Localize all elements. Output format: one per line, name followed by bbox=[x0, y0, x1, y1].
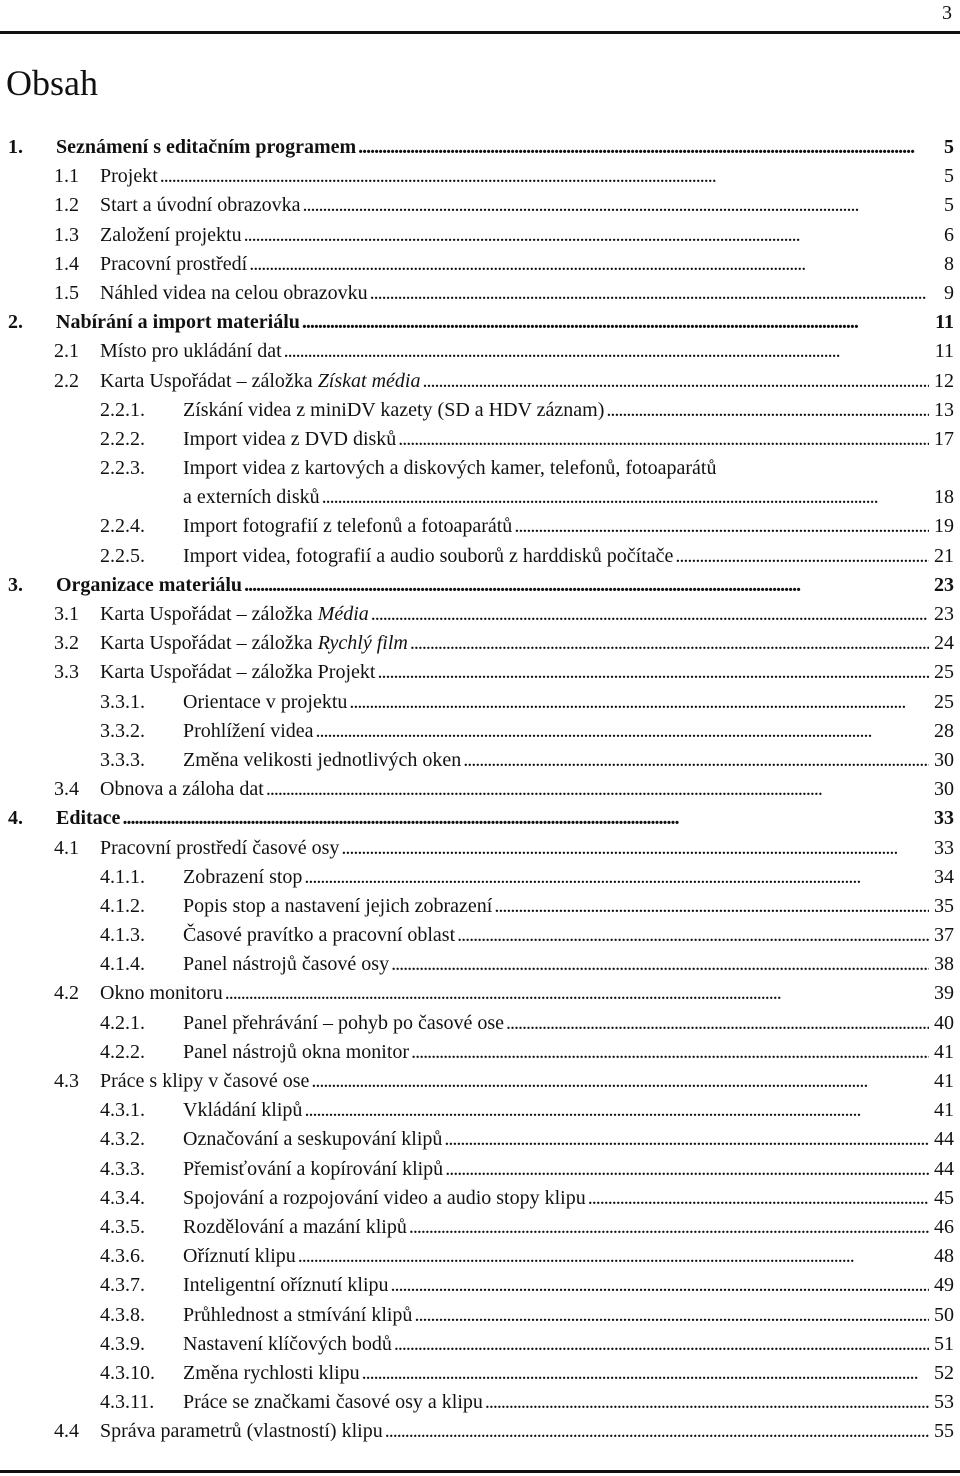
toc-entry-page: 41 bbox=[934, 1070, 954, 1092]
toc-leader-dots bbox=[391, 953, 929, 976]
toc-entry-number: 2.2 bbox=[54, 369, 79, 392]
toc-entry-title-italic: Média bbox=[317, 603, 369, 625]
toc-entry bbox=[0, 424, 960, 453]
toc-entry-number: 1.4 bbox=[54, 252, 79, 275]
toc-entry-title: Nastavení klíčových bodů bbox=[183, 1332, 392, 1355]
toc-entry bbox=[0, 978, 960, 1007]
toc-entry-title: Rozdělování a mazání klipů bbox=[183, 1215, 407, 1238]
toc-entry-title: Nabírání a import materiálu bbox=[56, 311, 300, 334]
toc-entry-title: Projekt bbox=[100, 165, 158, 188]
toc-entry bbox=[0, 745, 960, 774]
toc-entry-title: Import videa z DVD disků bbox=[183, 427, 397, 450]
toc-entry bbox=[0, 1212, 960, 1241]
toc-leader-dots bbox=[160, 165, 929, 188]
toc-entry bbox=[0, 803, 960, 832]
toc-entry-number: 4.3.3. bbox=[100, 1157, 145, 1180]
toc-entry-title: Spojování a rozpojování video a audio stopy klipu bbox=[183, 1186, 586, 1209]
toc-entry-number: 4.2.2. bbox=[100, 1040, 145, 1063]
toc-entry-title: Pracovní prostředí časové osy bbox=[100, 836, 340, 859]
toc-leader-dots bbox=[463, 749, 929, 772]
toc-entry-title: Založení projektu bbox=[100, 223, 242, 246]
toc-entry-number: 4.2 bbox=[54, 982, 79, 1005]
toc-entry-title: Prohlížení videa bbox=[183, 719, 314, 742]
toc-entry-page: 13 bbox=[934, 398, 954, 421]
toc-entry-page: 51 bbox=[934, 1332, 954, 1355]
toc-entry-page: 5 bbox=[944, 194, 954, 217]
toc-entry bbox=[0, 453, 960, 482]
toc-entry-page: 24 bbox=[934, 632, 954, 655]
toc-entry-number: 3.3 bbox=[54, 661, 79, 684]
toc-entry-title: Místo pro ukládání dat bbox=[100, 340, 282, 363]
toc-entry-page: 44 bbox=[934, 1128, 954, 1151]
toc-entry-number: 1.2 bbox=[54, 194, 79, 217]
toc-entry-number: 1. bbox=[8, 136, 23, 158]
table-of-contents bbox=[0, 132, 960, 1445]
toc-leader-dots bbox=[485, 1391, 929, 1414]
toc-entry bbox=[0, 1241, 960, 1270]
toc-entry-page: 34 bbox=[934, 865, 954, 888]
toc-entry-page: 49 bbox=[934, 1274, 954, 1297]
toc-leader-dots bbox=[316, 720, 929, 743]
toc-entry-page: 50 bbox=[934, 1303, 954, 1326]
toc-entry-number: 2. bbox=[8, 311, 23, 334]
toc-entry bbox=[0, 716, 960, 745]
toc-leader-dots bbox=[588, 1187, 929, 1210]
toc-entry-number: 4.3.2. bbox=[100, 1128, 145, 1151]
toc-entry bbox=[0, 1329, 960, 1358]
toc-entry-number: 4.2.1. bbox=[100, 1011, 145, 1034]
toc-leader-dots bbox=[311, 1070, 929, 1093]
toc-entry-number: 4.3.8. bbox=[100, 1303, 145, 1326]
toc-entry-title: Seznámení s editačním programem bbox=[56, 136, 357, 158]
toc-entry-number: 2.1 bbox=[54, 340, 79, 363]
toc-entry-title: Karta Uspořádat – záložka Rychlý film bbox=[100, 632, 408, 655]
toc-entry bbox=[0, 891, 960, 920]
toc-entry-page: 8 bbox=[944, 252, 954, 275]
toc-entry-number: 3.3.3. bbox=[100, 748, 145, 771]
toc-entry-title: a externích disků bbox=[183, 486, 320, 509]
toc-entry-number: 4.1.1. bbox=[100, 865, 145, 888]
toc-entry-number: 4.3.9. bbox=[100, 1332, 145, 1355]
toc-leader-dots bbox=[410, 632, 929, 655]
toc-entry-number: 4.3.1. bbox=[100, 1099, 145, 1122]
toc-entry-number: 4.1.2. bbox=[100, 894, 145, 917]
toc-leader-dots bbox=[370, 282, 929, 305]
toc-entry bbox=[0, 1358, 960, 1387]
toc-leader-dots bbox=[225, 982, 929, 1005]
toc-entry-page: 45 bbox=[934, 1186, 954, 1209]
toc-entry-title: Průhlednost a stmívání klipů bbox=[183, 1303, 413, 1326]
toc-leader-dots bbox=[362, 1362, 929, 1385]
toc-entry bbox=[0, 1300, 960, 1329]
toc-leader-dots bbox=[304, 866, 929, 889]
toc-leader-dots bbox=[266, 778, 929, 801]
toc-entry-page: 41 bbox=[934, 1099, 954, 1122]
toc-leader-dots bbox=[377, 661, 929, 684]
toc-entry bbox=[0, 336, 960, 365]
toc-entry-title: Inteligentní oříznutí klipu bbox=[183, 1274, 389, 1297]
toc-entry-page: 21 bbox=[934, 544, 954, 567]
toc-leader-dots bbox=[422, 370, 929, 393]
toc-entry-number: 4.3.10. bbox=[100, 1361, 155, 1384]
toc-entry bbox=[0, 1154, 960, 1183]
toc-entry bbox=[0, 657, 960, 686]
toc-entry bbox=[0, 132, 960, 161]
toc-entry bbox=[0, 220, 960, 249]
toc-entry-title: Získání videa z miniDV kazety (SD a HDV záznam) bbox=[183, 398, 605, 421]
toc-leader-dots bbox=[244, 224, 929, 247]
toc-leader-dots bbox=[457, 924, 929, 947]
toc-entry bbox=[0, 1124, 960, 1153]
page-title: Obsah bbox=[6, 63, 98, 103]
toc-leader-dots bbox=[391, 1274, 929, 1297]
toc-entry-page: 12 bbox=[934, 369, 954, 392]
toc-entry-title: Popis stop a nastavení jejich zobrazení bbox=[183, 894, 493, 917]
toc-entry-page: 48 bbox=[934, 1245, 954, 1268]
toc-entry bbox=[0, 1270, 960, 1299]
toc-leader-dots bbox=[358, 136, 929, 159]
toc-entry-title: Import fotografií z telefonů a fotoaparátů bbox=[183, 515, 513, 538]
toc-entry-number: 3.3.2. bbox=[100, 719, 145, 742]
toc-entry bbox=[0, 1095, 960, 1124]
toc-entry bbox=[0, 862, 960, 891]
toc-entry bbox=[0, 833, 960, 862]
toc-entry-page: 37 bbox=[934, 924, 954, 947]
toc-leader-dots bbox=[494, 895, 929, 918]
toc-entry bbox=[0, 1416, 960, 1445]
toc-entry bbox=[0, 366, 960, 395]
toc-leader-dots bbox=[349, 691, 929, 714]
toc-leader-dots bbox=[298, 1245, 929, 1268]
toc-entry-page: 5 bbox=[944, 136, 954, 158]
toc-entry-number: 4.1 bbox=[54, 836, 79, 859]
toc-entry-page: 18 bbox=[934, 486, 954, 509]
toc-entry-number: 4.3.4. bbox=[100, 1186, 145, 1209]
toc-entry-page: 33 bbox=[934, 807, 954, 830]
toc-entry-number: 1.3 bbox=[54, 223, 79, 246]
toc-entry-title: Označování a seskupování klipů bbox=[183, 1128, 443, 1151]
toc-entry-title: Panel nástrojů časové osy bbox=[183, 953, 390, 976]
toc-entry bbox=[0, 161, 960, 190]
toc-leader-dots bbox=[444, 1128, 929, 1151]
toc-leader-dots bbox=[385, 1420, 929, 1443]
toc-leader-dots bbox=[304, 1099, 929, 1122]
toc-entry-title: Editace bbox=[56, 807, 121, 830]
toc-leader-dots bbox=[606, 399, 929, 422]
toc-leader-dots bbox=[411, 1041, 929, 1064]
toc-entry-number: 1.5 bbox=[54, 281, 79, 304]
toc-entry-number: 3.2 bbox=[54, 632, 79, 655]
toc-entry bbox=[0, 511, 960, 540]
toc-entry bbox=[0, 1037, 960, 1066]
toc-entry-number: 4. bbox=[8, 807, 23, 830]
toc-entry-number: 4.3 bbox=[54, 1070, 79, 1092]
toc-entry-page: 33 bbox=[934, 836, 954, 859]
toc-entry bbox=[0, 774, 960, 803]
toc-entry-page: 25 bbox=[934, 690, 954, 713]
toc-entry-page: 11 bbox=[935, 311, 954, 334]
toc-entry-title: Panel přehrávání – pohyb po časové ose bbox=[183, 1011, 505, 1034]
toc-entry-title: Zobrazení stop bbox=[183, 865, 303, 888]
toc-entry-number: 4.3.6. bbox=[100, 1245, 145, 1268]
toc-entry-page: 44 bbox=[934, 1157, 954, 1180]
toc-leader-dots bbox=[371, 603, 929, 626]
toc-entry-title: Karta Uspořádat – záložka Média bbox=[100, 603, 369, 625]
toc-entry-title-italic: Rychlý film bbox=[317, 632, 408, 655]
toc-entry-page: 17 bbox=[934, 427, 954, 450]
toc-entry-title: Přemisťování a kopírování klipů bbox=[183, 1157, 444, 1180]
toc-entry-page: 39 bbox=[934, 982, 954, 1005]
toc-entry-number: 2.2.3. bbox=[100, 457, 145, 480]
toc-leader-dots bbox=[506, 1012, 929, 1035]
toc-entry-page: 38 bbox=[934, 953, 954, 976]
toc-leader-dots bbox=[244, 574, 929, 597]
toc-entry-title: Správa parametrů (vlastností) klipu bbox=[100, 1420, 383, 1443]
footer-rule bbox=[0, 1470, 960, 1473]
toc-entry-page: 46 bbox=[934, 1215, 954, 1238]
toc-entry bbox=[0, 278, 960, 307]
toc-entry-number: 4.3.5. bbox=[100, 1215, 145, 1238]
toc-entry-number: 3.3.1. bbox=[100, 690, 145, 713]
toc-entry-page: 30 bbox=[934, 748, 954, 771]
toc-entry-title: Start a úvodní obrazovka bbox=[100, 194, 301, 217]
toc-entry bbox=[0, 541, 960, 570]
toc-entry-number: 4.4 bbox=[54, 1420, 79, 1443]
toc-leader-dots bbox=[122, 807, 929, 830]
toc-entry bbox=[0, 628, 960, 657]
toc-entry bbox=[0, 949, 960, 978]
toc-leader-dots bbox=[414, 1304, 929, 1327]
toc-entry-page: 28 bbox=[934, 719, 954, 742]
toc-entry bbox=[0, 249, 960, 278]
toc-entry-title: Změna velikosti jednotlivých oken bbox=[183, 748, 462, 771]
toc-entry-title: Import videa, fotografií a audio souborů z harddisků počítače bbox=[183, 544, 674, 567]
toc-entry bbox=[0, 395, 960, 424]
toc-leader-dots bbox=[514, 515, 929, 538]
toc-entry-title: Organizace materiálu bbox=[56, 573, 243, 596]
toc-leader-dots bbox=[303, 194, 930, 217]
toc-entry-page: 11 bbox=[934, 340, 954, 363]
toc-entry-title-italic: Získat média bbox=[317, 369, 421, 392]
toc-entry-page: 6 bbox=[944, 223, 954, 246]
toc-entry-page: 5 bbox=[944, 165, 954, 188]
toc-entry-number: 4.1.4. bbox=[100, 953, 145, 976]
toc-entry-title: Okno monitoru bbox=[100, 982, 223, 1005]
toc-entry bbox=[0, 570, 960, 599]
toc-entry-page: 41 bbox=[934, 1040, 954, 1063]
toc-entry-title: Karta Uspořádat – záložka Získat média bbox=[100, 369, 421, 392]
toc-leader-dots bbox=[322, 486, 929, 509]
toc-entry-page: 23 bbox=[934, 573, 954, 596]
toc-leader-dots bbox=[284, 340, 929, 363]
toc-entry-page: 9 bbox=[944, 281, 954, 304]
toc-entry-title: Náhled videa na celou obrazovku bbox=[100, 281, 368, 304]
toc-entry-page: 19 bbox=[934, 515, 954, 538]
toc-entry-page: 53 bbox=[934, 1391, 954, 1414]
toc-leader-dots bbox=[394, 1333, 929, 1356]
toc-leader-dots bbox=[445, 1158, 929, 1181]
toc-leader-dots bbox=[409, 1216, 929, 1239]
toc-entry-title: Práce se značkami časové osy a klipu bbox=[183, 1391, 483, 1414]
toc-entry-title: Import videa z kartových a diskových kamer, telefonů, fotoaparátů bbox=[183, 457, 717, 480]
toc-entry-title: Vkládání klipů bbox=[183, 1099, 303, 1122]
toc-entry bbox=[0, 190, 960, 219]
toc-entry-number: 2.2.5. bbox=[100, 544, 145, 567]
toc-entry bbox=[0, 687, 960, 716]
toc-leader-dots bbox=[341, 837, 929, 860]
toc-entry-number: 4.3.7. bbox=[100, 1274, 145, 1297]
toc-entry-number: 3.1 bbox=[54, 603, 79, 625]
toc-entry-title: Orientace v projektu bbox=[183, 690, 348, 713]
header-rule bbox=[0, 31, 960, 34]
toc-leader-dots bbox=[302, 311, 929, 334]
toc-entry bbox=[0, 1183, 960, 1212]
toc-entry-number: 4.3.11. bbox=[100, 1391, 155, 1414]
toc-entry-title: Časové pravítko a pracovní oblast bbox=[183, 924, 456, 947]
toc-entry-title: Panel nástrojů okna monitor bbox=[183, 1040, 410, 1063]
toc-entry bbox=[0, 599, 960, 628]
toc-entry-title: Karta Uspořádat – záložka Projekt bbox=[100, 661, 376, 684]
toc-entry-page: 52 bbox=[934, 1361, 954, 1384]
toc-entry-number: 3. bbox=[8, 573, 23, 596]
toc-leader-dots bbox=[398, 428, 929, 451]
page-number: 3 bbox=[942, 2, 952, 24]
toc-leader-dots bbox=[675, 545, 929, 568]
toc-entry bbox=[0, 1387, 960, 1416]
toc-entry-number: 2.2.1. bbox=[100, 398, 145, 421]
toc-entry-title: Pracovní prostředí bbox=[100, 252, 248, 275]
toc-entry-page: 55 bbox=[934, 1420, 954, 1443]
toc-entry-number: 2.2.4. bbox=[100, 515, 145, 538]
toc-entry bbox=[0, 920, 960, 949]
toc-entry-continuation bbox=[0, 482, 960, 511]
toc-entry-title: Práce s klipy v časové ose bbox=[100, 1070, 310, 1092]
toc-entry bbox=[0, 1008, 960, 1037]
toc-entry bbox=[0, 307, 960, 336]
toc-entry-title: Obnova a záloha dat bbox=[100, 778, 264, 801]
toc-entry-number: 1.1 bbox=[54, 165, 79, 188]
toc-entry-title: Oříznutí klipu bbox=[183, 1245, 296, 1268]
toc-entry-number: 2.2.2. bbox=[100, 427, 145, 450]
toc-entry-page: 35 bbox=[934, 894, 954, 917]
toc-entry bbox=[0, 1066, 960, 1095]
toc-entry-page: 23 bbox=[934, 603, 954, 625]
toc-entry-page: 25 bbox=[934, 661, 954, 684]
toc-entry-title: Změna rychlosti klipu bbox=[183, 1361, 360, 1384]
toc-entry-page: 40 bbox=[934, 1011, 954, 1034]
toc-entry-page: 30 bbox=[934, 778, 954, 801]
toc-entry-number: 4.1.3. bbox=[100, 924, 145, 947]
toc-leader-dots bbox=[249, 253, 929, 276]
toc-entry-number: 3.4 bbox=[54, 778, 79, 801]
